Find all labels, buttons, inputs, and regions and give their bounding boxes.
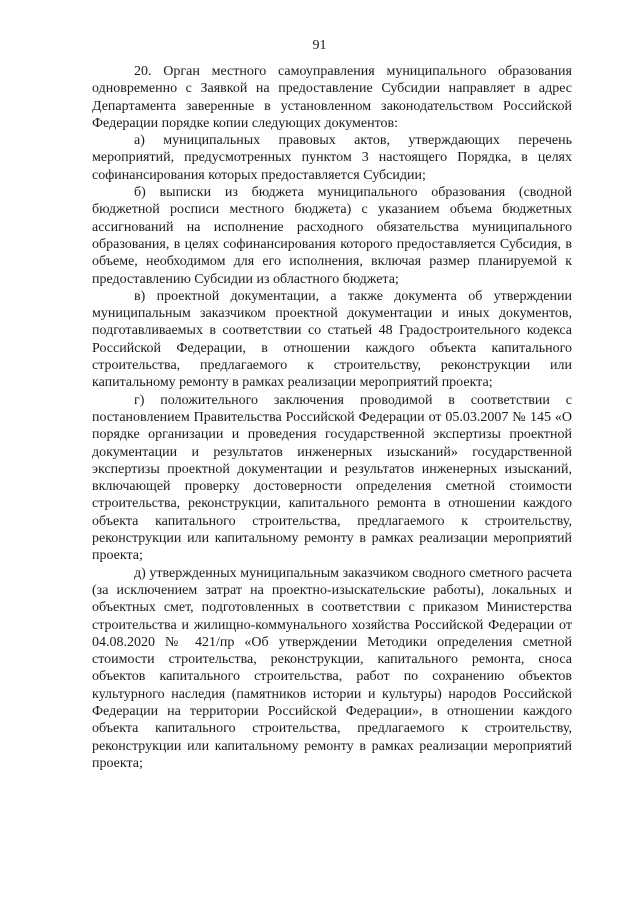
paragraph-item-b: б) выписки из бюджета муниципального образования (сводной бюджетной росписи местного бюджета) с указанием объема бюджетных ассигнований на исполнение расходного обязательства муниципального образования, в целях софинансирования которого предоставляется Субсидия, в объеме, необходимом для его исполнения, включая размер планируемой к предоставлению Субсидии из областного бюджета; <box>92 185 572 287</box>
page-number: 91 <box>312 38 327 53</box>
paragraph-item-d: д) утвержденных муниципальным заказчиком сводного сметного расчета (за исключением затрат на проектно-изыскательские работы), локальных и объектных смет, подготовленных в соответствии с приказом Министерства строительства и жилищно-коммунального хозяйства Российской Федерации от 04.08.2020 № 421/пр «Об утверждении Методики определения сметной стоимости строительства, реконструкции, капитального ремонта, сноса объектов капитального строительства, работ по сохранению объектов культурного наследия (памятников истории и культуры) народов Российской Федерации на территории Российской Федерации», в отношении каждого объекта капитального строительства, предлагаемого к строительству, реконструкции или капитальному ремонту в рамках реализации мероприятий проекта; <box>92 565 572 771</box>
paragraph-item-g: г) положительного заключения проводимой в соответствии с постановлением Правительства Российской Федерации от 05.03.2007 № 145 «О порядке организации и проведения государственной экспертизы проектной документации и результатов инженерных изысканий» государственной экспертизы проектной документации и результатов инженерных изысканий, включающей проверку достоверности определения сметной стоимости строительства, реконструкции, капитального ремонта в отношении каждого объекта капитального строительства, предлагаемого к строительству, реконструкции или капитальному ремонту в рамках реализации мероприятий проекта; <box>92 392 572 564</box>
paragraph-item-a: а) муниципальных правовых актов, утверждающих перечень мероприятий, предусмотренных пунктом 3 настоящего Порядка, в целях софинансирования которых предоставляется Субсидии; <box>92 133 572 183</box>
body-text <box>92 63 572 772</box>
paragraph-item-v: в) проектной документации, а также документа об утверждении муниципальным заказчиком проектной документации и иных документов, подготавливаемых в соответствии со статьей 48 Градостроительного кодекса Российской Федерации, в отношении каждого объекта капитального строительства, предлагаемого к строительству, реконструкции или капитальному ремонту в рамках реализации мероприятий проекта; <box>92 288 572 391</box>
paragraph-20: 20. Орган местного самоуправления муниципального образования одновременно с Заявкой на предоставление Субсидии направляет в адрес Департамента заверенные в установленном законодательством Российской Федерации порядке копии следующих документов: <box>92 64 572 131</box>
